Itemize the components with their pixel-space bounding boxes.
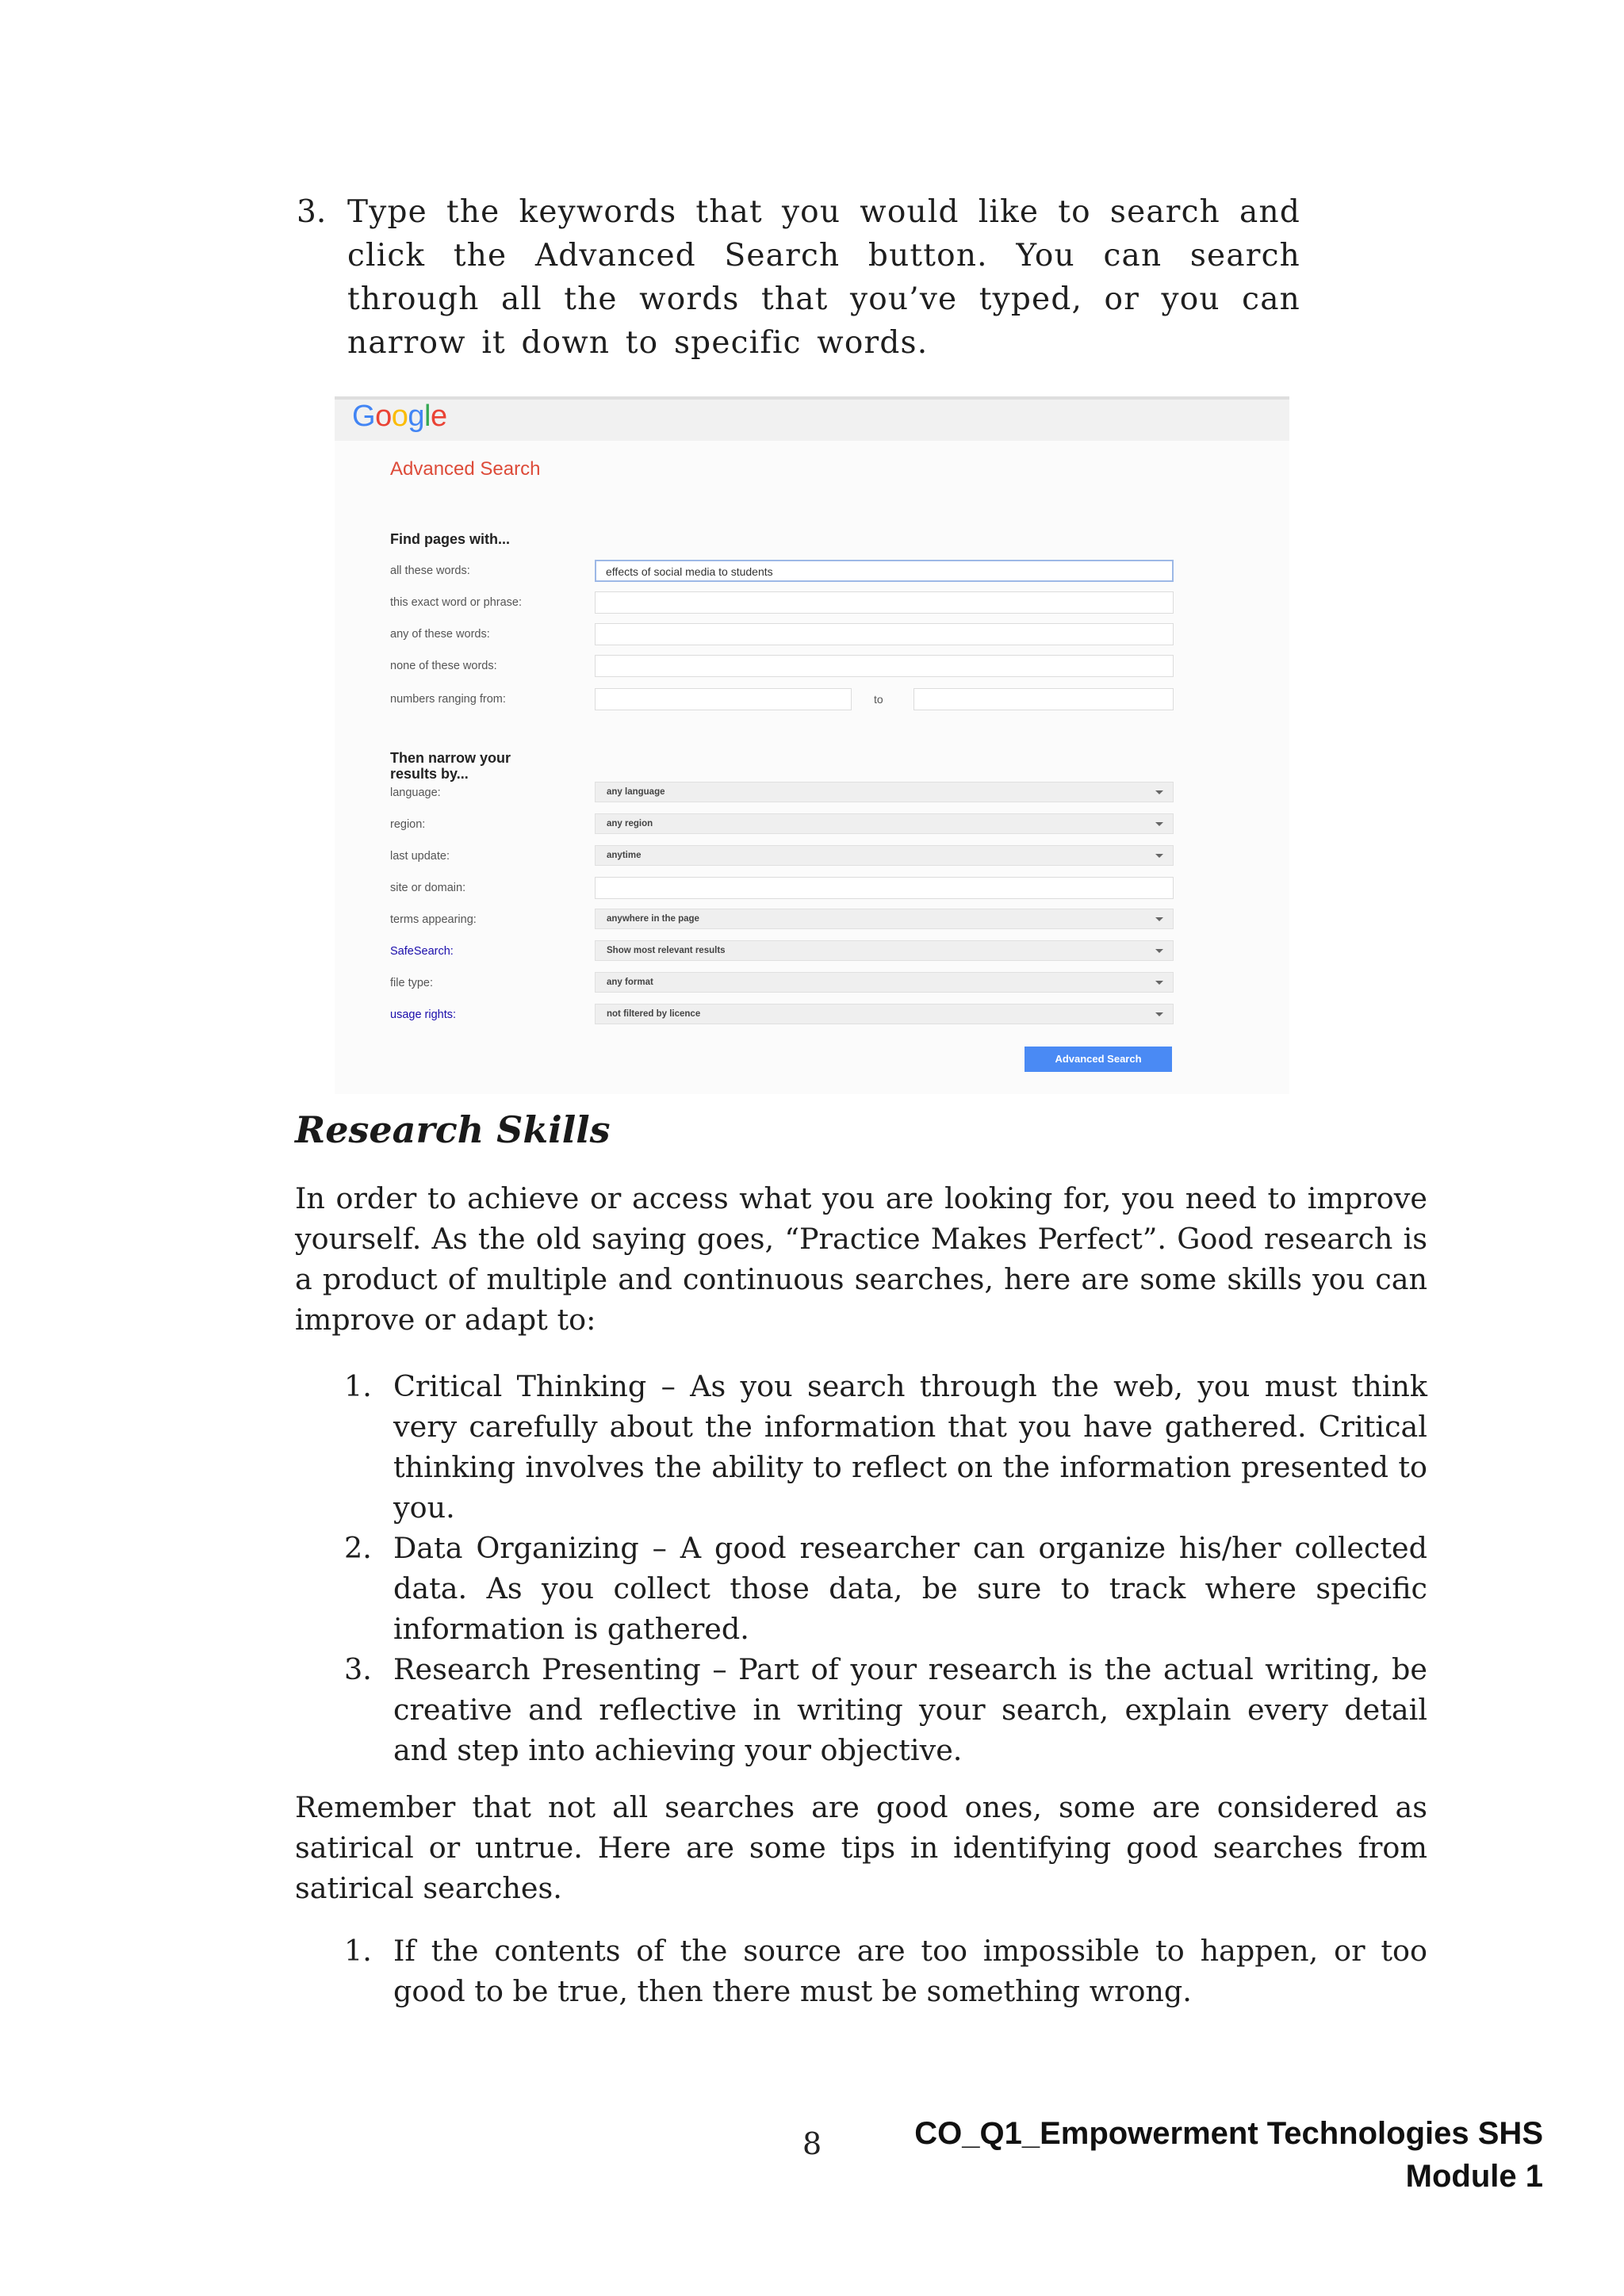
browser-header-bar (335, 396, 1289, 441)
chevron-down-icon (1155, 981, 1163, 985)
terms-appearing-label: terms appearing: (390, 913, 477, 926)
google-advanced-search-screenshot (335, 396, 1289, 1094)
site-domain-input[interactable] (595, 877, 1174, 899)
all-words-input[interactable]: effects of social media to students (595, 560, 1174, 582)
skills-list (344, 1366, 1427, 1770)
file-type-value: any format (607, 978, 653, 987)
chevron-down-icon (1155, 790, 1163, 794)
footer-module-label (914, 2112, 1543, 2198)
list-item (344, 1931, 1427, 2011)
terms-appearing-value: anywhere in the page (607, 914, 699, 924)
language-label: language: (390, 786, 441, 799)
narrow-results-heading (390, 750, 511, 782)
region-label: region: (390, 818, 426, 831)
range-to-input[interactable] (914, 688, 1174, 710)
chevron-down-icon (1155, 1012, 1163, 1016)
list-number: 1. (344, 1934, 372, 1968)
none-words-input[interactable] (595, 655, 1174, 677)
range-from-input[interactable] (595, 688, 852, 710)
terms-appearing-select[interactable] (595, 909, 1174, 929)
last-update-select[interactable] (595, 845, 1174, 866)
region-select[interactable] (595, 813, 1174, 834)
list-text: Data Organizing – A good researcher can organize his/her collected data. As you collect those data, be sure to track where specific information is gathered. (393, 1531, 1427, 1646)
find-pages-heading: Find pages with... (390, 531, 511, 547)
language-value: any language (607, 787, 665, 797)
step-3 (297, 190, 1300, 365)
usage-rights-value: not filtered by licence (607, 1009, 701, 1019)
safesearch-select[interactable] (595, 940, 1174, 961)
list-text: If the contents of the source are too impossible to happen, or too good to be true, then there must be something wrong. (393, 1934, 1427, 2008)
exact-phrase-input[interactable] (595, 591, 1174, 614)
file-type-label: file type: (390, 977, 433, 989)
advanced-search-title: Advanced Search (390, 458, 541, 480)
numbers-range-label: numbers ranging from: (390, 693, 506, 706)
footer-line-1: CO_Q1_Empowerment Technologies SHS (914, 2116, 1543, 2151)
list-item (344, 1528, 1427, 1649)
list-number: 3. (344, 1652, 372, 1686)
list-item (344, 1649, 1427, 1770)
safesearch-link[interactable]: SafeSearch: (390, 945, 454, 958)
exact-phrase-label: this exact word or phrase: (390, 596, 523, 609)
chevron-down-icon (1155, 854, 1163, 858)
all-words-label: all these words: (390, 564, 470, 577)
none-words-label: none of these words: (390, 660, 497, 672)
chevron-down-icon (1155, 949, 1163, 953)
intro-paragraph: In order to achieve or access what you are looking for, you need to improve yourself. As the old saying goes, “Practice Makes Perfect”. Good research is a product of multiple and continuous searches, here are some skills you can improve or adapt to: (295, 1181, 1427, 1337)
google-logo: Google (352, 400, 447, 433)
chevron-down-icon (1155, 917, 1163, 921)
chevron-down-icon (1155, 822, 1163, 826)
footer-line-2: Module 1 (1405, 2159, 1543, 2194)
list-text: Research Presenting – Part of your research is the actual writing, be creative and reflective in writing your search, explain every detail and step into achieving your objective. (393, 1652, 1427, 1767)
list-number: 1. (344, 1369, 372, 1403)
advanced-search-button[interactable]: Advanced Search (1025, 1047, 1172, 1072)
page-number: 8 (802, 2126, 822, 2161)
any-words-input[interactable] (595, 623, 1174, 645)
remember-paragraph: Remember that not all searches are good ones, some are considered as satirical or untrue. Here are some tips in identifying good searches from satirical searches. (295, 1790, 1427, 1905)
step-number: 3. (297, 194, 327, 230)
safesearch-value: Show most relevant results (607, 946, 726, 955)
file-type-select[interactable] (595, 972, 1174, 993)
range-to-label: to (874, 693, 883, 706)
last-update-value: anytime (607, 851, 642, 860)
list-number: 2. (344, 1531, 372, 1565)
site-domain-label: site or domain: (390, 882, 466, 894)
tips-list (344, 1931, 1427, 2011)
usage-rights-link[interactable]: usage rights: (390, 1008, 457, 1021)
list-text: Critical Thinking – As you search through the web, you must think very carefully about the information that you have gathered. Critical thinking involves the ability to reflect on the information presented to you. (393, 1369, 1427, 1525)
language-select[interactable] (595, 782, 1174, 802)
last-update-label: last update: (390, 850, 450, 863)
usage-rights-select[interactable] (595, 1004, 1174, 1024)
region-value: any region (607, 819, 653, 828)
narrow-heading-line-2: results by... (390, 766, 469, 782)
section-heading: Research Skills (295, 1108, 611, 1151)
list-item (344, 1366, 1427, 1528)
any-words-label: any of these words: (390, 628, 490, 641)
step-text: Type the keywords that you would like to search and click the Advanced Search button. You can search through all the words that you’ve typed, or you can narrow it down to specific words. (347, 194, 1300, 361)
narrow-heading-line-1: Then narrow your (390, 750, 511, 766)
